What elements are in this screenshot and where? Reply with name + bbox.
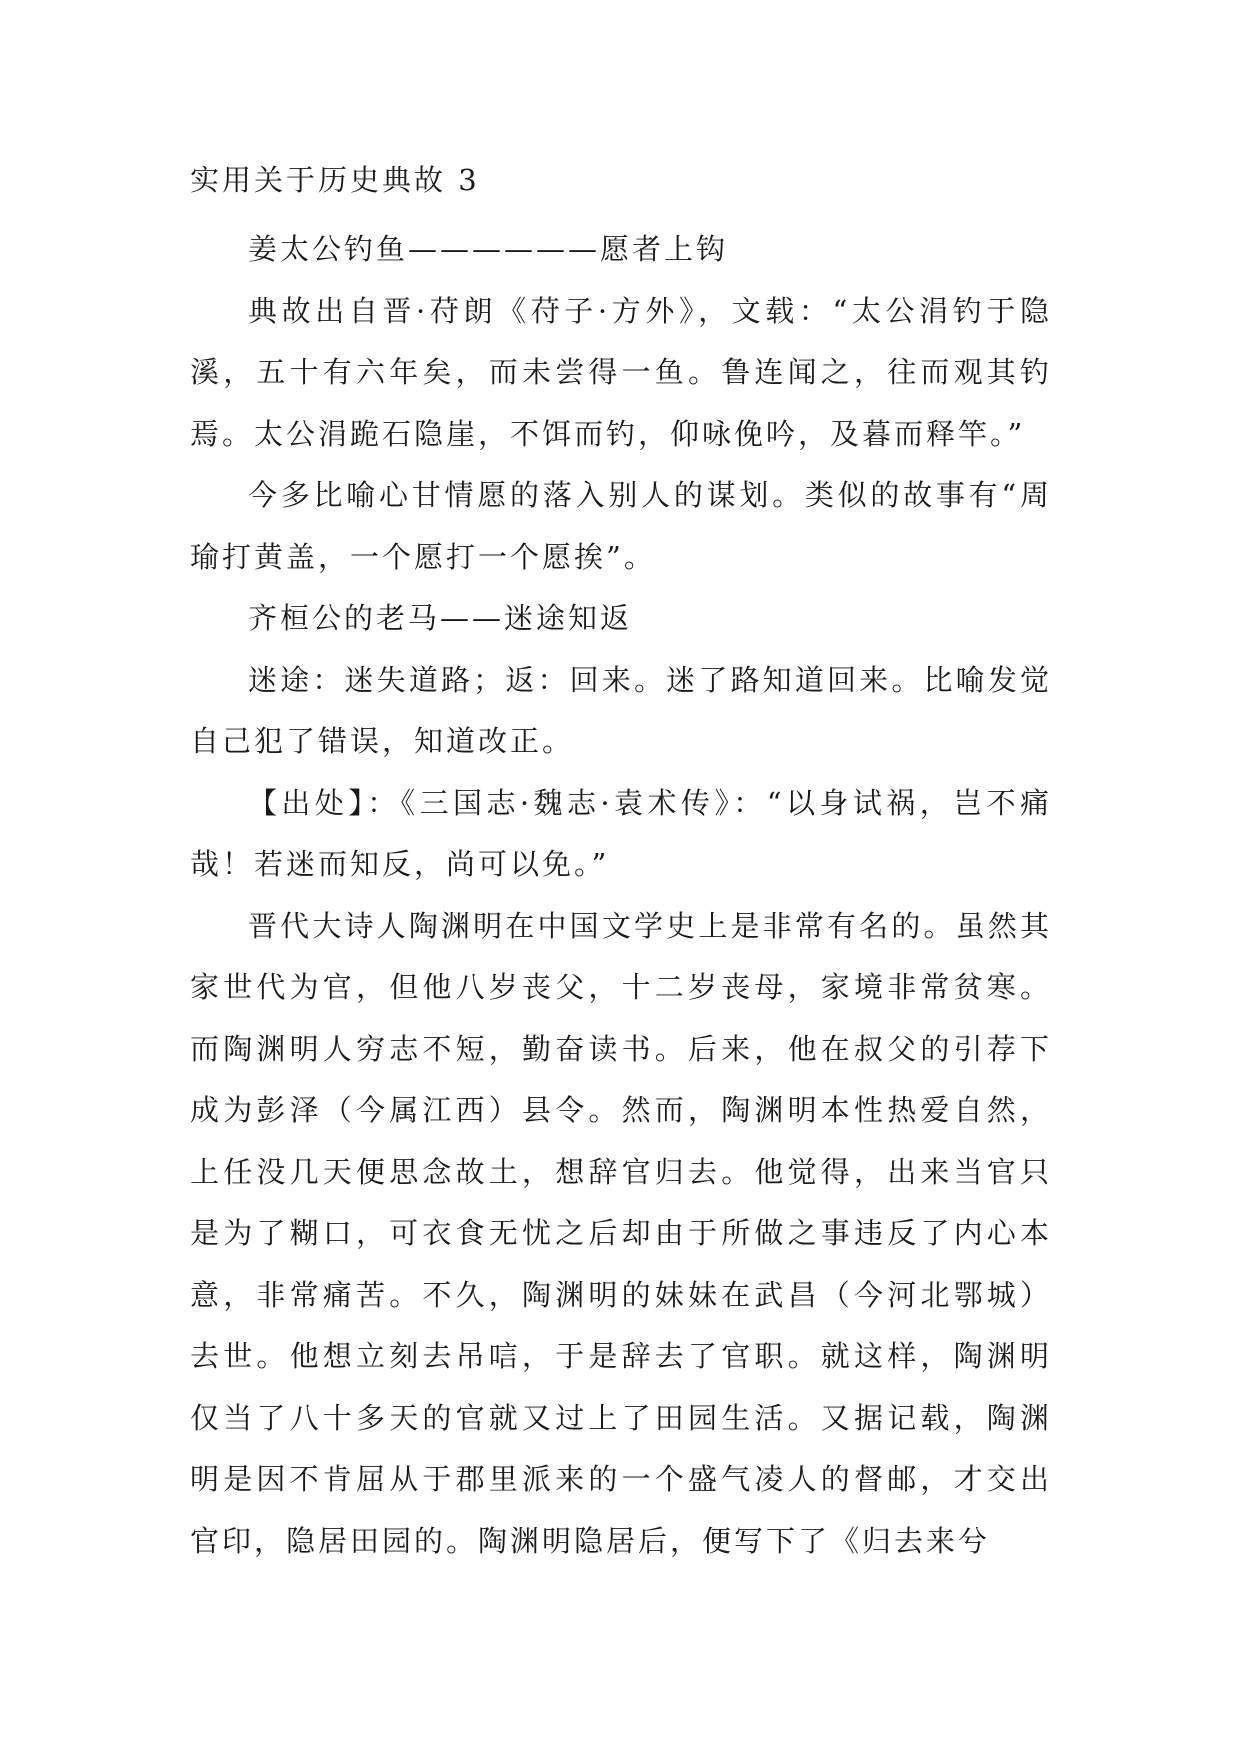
document-title: 实用关于历史典故 3 [190, 163, 480, 197]
paragraph-fuzi-quote: 典故出自晋·苻朗《苻子·方外》，文载：“太公涓钓于隐溪，五十有六年矣，而未尝得一鱼。鲁连闻之，往而观其钓焉。太公涓跪石隐崖，不饵而钓，仰咏俛吟，及暮而释竿。” [190, 293, 1052, 451]
title-spacer [190, 200, 1052, 219]
paragraph-mitu-definition: 迷途：迷失道路；返：回来。迷了路知道回来。比喻发觉自己犯了错误，知道改正。 [190, 662, 1052, 758]
paragraph-heading-qi-huangong: 齐桓公的老马——迷途知返 [248, 601, 633, 635]
paragraph-heading-jiang-taigong: 姜太公钓鱼——————愿者上钩 [248, 232, 729, 266]
paragraph-meaning: 今多比喻心甘情愿的落入别人的谋划。类似的故事有“周瑜打黄盖，一个愿打一个愿挨”。 [190, 478, 1052, 574]
paragraph-tao-yuanming: 晋代大诗人陶渊明在中国文学史上是非常有名的。虽然其家世代为官，但他八岁丧父，十二岁丧母，家境非常贫寒。而陶渊明人穷志不短，勤奋读书。后来，他在叔父的引荐下成为彭泽（今属江西）县令。然而，陶渊明本性热爱自然，上任没几天便思念故土，想辞官归去。他觉得，出来当官只是为了糊口，可衣食无忧之后却由于所做之事违反了内心本意，非常痛苦。不久，陶渊明的妹妹在武昌（今河北鄂城）去世。他想立刻去吊唁，于是辞去了官职。就这样，陶渊明仅当了八十多天的官就又过上了田园生活。又据记载，陶渊明是因不肯屈从于郡里派来的一个盛气凌人的督邮，才交出官印，隐居田园的。陶渊明隐居后，便写下了《归去来兮 [190, 908, 1052, 1558]
paragraph-source: 【出处】：《三国志·魏志·袁术传》：“以身试祸，岂不痛哉！若迷而知反，尚可以免。” [190, 785, 1052, 881]
document-body [190, 160, 1052, 1572]
